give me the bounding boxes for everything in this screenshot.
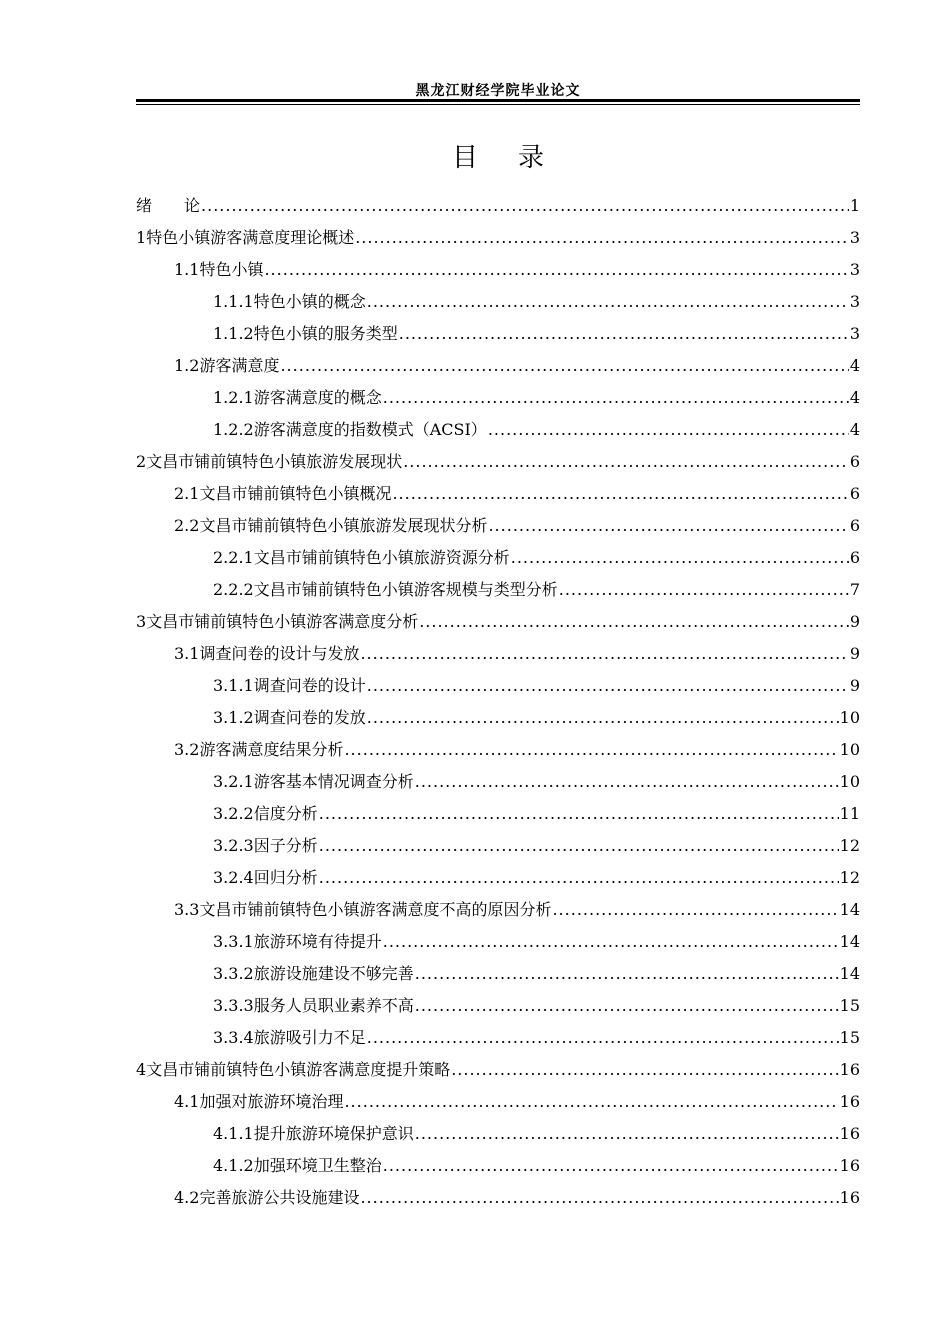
toc-entry-page: 4 — [849, 388, 860, 407]
toc-entry-title: 文昌市铺前镇特色小镇旅游资源分析 — [253, 548, 510, 567]
table-of-contents — [136, 190, 860, 1214]
toc-entry-number: 2 — [136, 452, 147, 471]
toc-entry[interactable] — [136, 1086, 860, 1118]
toc-entry-number: 3 — [136, 612, 147, 631]
toc-entry-title: 游客满意度的指数模式（ACSI） — [253, 420, 487, 439]
toc-leader-dots — [360, 1182, 838, 1214]
toc-entry[interactable] — [136, 1150, 860, 1182]
toc-entry-title: 特色小镇的概念 — [253, 292, 366, 311]
toc-leader-dots — [344, 734, 838, 766]
toc-entry-page: 4 — [849, 356, 860, 375]
toc-entry[interactable] — [136, 542, 860, 574]
toc-leader-dots — [367, 1022, 839, 1054]
toc-entry-page: 6 — [849, 452, 860, 471]
toc-entry-title: 完善旅游公共设施建设 — [199, 1188, 360, 1207]
toc-entry-page: 12 — [839, 836, 860, 855]
toc-entry[interactable] — [136, 190, 860, 222]
toc-entry[interactable] — [136, 830, 860, 862]
toc-entry-number: 1.1.2 — [213, 324, 254, 343]
toc-entry-page: 9 — [849, 676, 860, 695]
toc-leader-dots — [344, 1086, 838, 1118]
toc-entry[interactable] — [136, 478, 860, 510]
toc-entry-title: 因子分析 — [253, 836, 318, 855]
toc-leader-dots — [360, 638, 848, 670]
toc-entry-page: 3 — [849, 324, 860, 343]
toc-entry-number: 1.2.1 — [213, 388, 254, 407]
toc-entry-number: 3.2 — [174, 740, 200, 759]
toc-leader-dots — [319, 862, 839, 894]
header-rule-thin — [136, 104, 860, 105]
toc-entry-title: 绪 论 — [136, 196, 201, 215]
toc-entry[interactable] — [136, 286, 860, 318]
toc-leader-dots — [367, 286, 849, 318]
toc-entry-number: 1.1.1 — [213, 292, 254, 311]
toc-entry[interactable] — [136, 254, 860, 286]
header-rule-thick — [136, 99, 860, 102]
toc-entry-page: 15 — [839, 1028, 860, 1047]
toc-leader-dots — [552, 894, 838, 926]
toc-entry-title: 特色小镇 — [199, 260, 264, 279]
page-header — [136, 80, 860, 104]
toc-entry-title: 信度分析 — [253, 804, 318, 823]
toc-entry-title: 旅游环境有待提升 — [253, 932, 382, 951]
toc-entry-number: 3.2.4 — [213, 868, 254, 887]
toc-entry-title: 文昌市铺前镇特色小镇旅游发展现状分析 — [199, 516, 488, 535]
toc-leader-dots — [319, 798, 839, 830]
toc-entry-number: 1 — [136, 228, 147, 247]
toc-entry-page: 10 — [839, 772, 860, 791]
toc-entry-page: 3 — [849, 260, 860, 279]
toc-entry-number: 4 — [136, 1060, 147, 1079]
toc-entry-page: 6 — [849, 484, 860, 503]
toc-leader-dots — [403, 446, 849, 478]
toc-entry[interactable] — [136, 734, 860, 766]
toc-entry-page: 14 — [839, 900, 860, 919]
toc-entry[interactable] — [136, 222, 860, 254]
toc-entry-title: 文昌市铺前镇特色小镇旅游发展现状 — [146, 452, 403, 471]
toc-entry-page: 4 — [849, 420, 860, 439]
toc-entry-page: 15 — [839, 996, 860, 1015]
toc-entry-number: 3.3.4 — [213, 1028, 254, 1047]
toc-entry[interactable] — [136, 414, 860, 446]
toc-entry-number: 4.2 — [174, 1188, 200, 1207]
toc-leader-dots — [559, 574, 849, 606]
toc-entry-page: 10 — [839, 708, 860, 727]
toc-leader-dots — [451, 1054, 838, 1086]
toc-leader-dots — [264, 254, 848, 286]
toc-entry-number: 3.1.1 — [213, 676, 254, 695]
toc-entry[interactable] — [136, 894, 860, 926]
toc-entry-page: 11 — [839, 804, 860, 823]
toc-entry-page: 16 — [839, 1124, 860, 1143]
toc-entry[interactable] — [136, 862, 860, 894]
toc-entry[interactable] — [136, 446, 860, 478]
toc-entry-title: 文昌市铺前镇特色小镇游客满意度不高的原因分析 — [199, 900, 552, 919]
toc-entry-page: 9 — [849, 612, 860, 631]
toc-entry-title: 游客基本情况调查分析 — [253, 772, 414, 791]
toc-entry-title: 调查问卷的设计与发放 — [199, 644, 360, 663]
toc-entry-page: 16 — [839, 1060, 860, 1079]
toc-entry[interactable] — [136, 1118, 860, 1150]
toc-leader-dots — [511, 542, 849, 574]
toc-entry-number: 4.1.1 — [213, 1124, 254, 1143]
toc-entry[interactable] — [136, 958, 860, 990]
toc-entry[interactable] — [136, 766, 860, 798]
toc-entry-number: 2.2.1 — [213, 548, 254, 567]
toc-entry[interactable] — [136, 350, 860, 382]
toc-leader-dots — [415, 958, 839, 990]
toc-entry[interactable] — [136, 318, 860, 350]
toc-entry-number: 4.1.2 — [213, 1156, 254, 1175]
toc-leader-dots — [280, 350, 848, 382]
toc-entry-number: 2.1 — [174, 484, 200, 503]
toc-entry[interactable] — [136, 990, 860, 1022]
toc-leader-dots — [415, 1118, 839, 1150]
toc-leader-dots — [355, 222, 849, 254]
toc-entry[interactable] — [136, 1054, 860, 1086]
toc-entry-page: 10 — [839, 740, 860, 759]
toc-entry[interactable] — [136, 798, 860, 830]
toc-entry-number: 3.1.2 — [213, 708, 254, 727]
header-title: 黑龙江财经学院毕业论文 — [415, 83, 581, 99]
toc-leader-dots — [488, 510, 848, 542]
toc-leader-dots — [201, 190, 849, 222]
toc-entry-page: 1 — [849, 196, 860, 215]
toc-entry-page: 7 — [849, 580, 860, 599]
toc-entry[interactable] — [136, 1022, 860, 1054]
toc-entry-number: 1.2.2 — [213, 420, 254, 439]
toc-entry-title: 回归分析 — [253, 868, 318, 887]
toc-entry-title: 旅游设施建设不够完善 — [253, 964, 414, 983]
toc-leader-dots — [367, 702, 839, 734]
toc-entry-number: 3.3 — [174, 900, 200, 919]
toc-entry-page: 16 — [839, 1156, 860, 1175]
toc-leader-dots — [383, 1150, 839, 1182]
toc-entry[interactable] — [136, 1182, 860, 1214]
toc-entry-number: 3.3.1 — [213, 932, 254, 951]
toc-entry-title: 旅游吸引力不足 — [253, 1028, 366, 1047]
toc-entry[interactable] — [136, 926, 860, 958]
toc-entry-title: 加强环境卫生整治 — [253, 1156, 382, 1175]
toc-entry-page: 6 — [849, 516, 860, 535]
toc-entry-number: 3.2.1 — [213, 772, 254, 791]
toc-entry-title: 特色小镇游客满意度理论概述 — [146, 228, 355, 247]
toc-entry-title: 调查问卷的发放 — [253, 708, 366, 727]
toc-entry-page: 16 — [839, 1188, 860, 1207]
toc-entry-number: 3.2.3 — [213, 836, 254, 855]
toc-entry[interactable] — [136, 638, 860, 670]
toc-entry-title: 文昌市铺前镇特色小镇游客规模与类型分析 — [253, 580, 558, 599]
toc-entry-number: 3.3.2 — [213, 964, 254, 983]
toc-entry-title: 文昌市铺前镇特色小镇游客满意度提升策略 — [146, 1060, 451, 1079]
toc-leader-dots — [392, 478, 848, 510]
toc-leader-dots — [419, 606, 849, 638]
toc-entry-page: 16 — [839, 1092, 860, 1111]
toc-entry-title: 文昌市铺前镇特色小镇游客满意度分析 — [146, 612, 419, 631]
toc-leader-dots — [383, 926, 839, 958]
toc-entry-number: 1.1 — [174, 260, 200, 279]
toc-entry-title: 加强对旅游环境治理 — [199, 1092, 344, 1111]
toc-entry-number: 3.2.2 — [213, 804, 254, 823]
toc-entry-title: 提升旅游环境保护意识 — [253, 1124, 414, 1143]
toc-entry-page: 3 — [849, 292, 860, 311]
toc-leader-dots — [488, 414, 849, 446]
toc-entry[interactable] — [136, 510, 860, 542]
toc-entry-page: 14 — [839, 964, 860, 983]
toc-entry-page: 14 — [839, 932, 860, 951]
toc-entry-number: 3.3.3 — [213, 996, 254, 1015]
toc-entry-page: 9 — [849, 644, 860, 663]
toc-entry[interactable] — [136, 670, 860, 702]
toc-leader-dots — [319, 830, 839, 862]
toc-entry[interactable] — [136, 382, 860, 414]
toc-leader-dots — [415, 766, 839, 798]
toc-entry-page: 6 — [849, 548, 860, 567]
toc-entry[interactable] — [136, 574, 860, 606]
toc-leader-dots — [399, 318, 849, 350]
toc-entry-number: 2.2 — [174, 516, 200, 535]
toc-entry-number: 2.2.2 — [213, 580, 254, 599]
toc-entry-number: 4.1 — [174, 1092, 200, 1111]
toc-entry-title: 文昌市铺前镇特色小镇概况 — [199, 484, 392, 503]
toc-title: 目录 — [451, 143, 584, 173]
toc-entry-title: 游客满意度 — [199, 356, 280, 375]
toc-entry[interactable] — [136, 606, 860, 638]
toc-entry-title: 特色小镇的服务类型 — [253, 324, 398, 343]
toc-entry-title: 服务人员职业素养不高 — [253, 996, 414, 1015]
toc-entry-number: 3.1 — [174, 644, 200, 663]
toc-leader-dots — [415, 990, 839, 1022]
toc-entry-title: 调查问卷的设计 — [253, 676, 366, 695]
toc-entry-number: 1.2 — [174, 356, 200, 375]
toc-leader-dots — [383, 382, 849, 414]
toc-entry-title: 游客满意度的概念 — [253, 388, 382, 407]
toc-entry-title: 游客满意度结果分析 — [199, 740, 344, 759]
toc-entry-page: 3 — [849, 228, 860, 247]
toc-entry[interactable] — [136, 702, 860, 734]
toc-leader-dots — [367, 670, 849, 702]
toc-entry-page: 12 — [839, 868, 860, 887]
